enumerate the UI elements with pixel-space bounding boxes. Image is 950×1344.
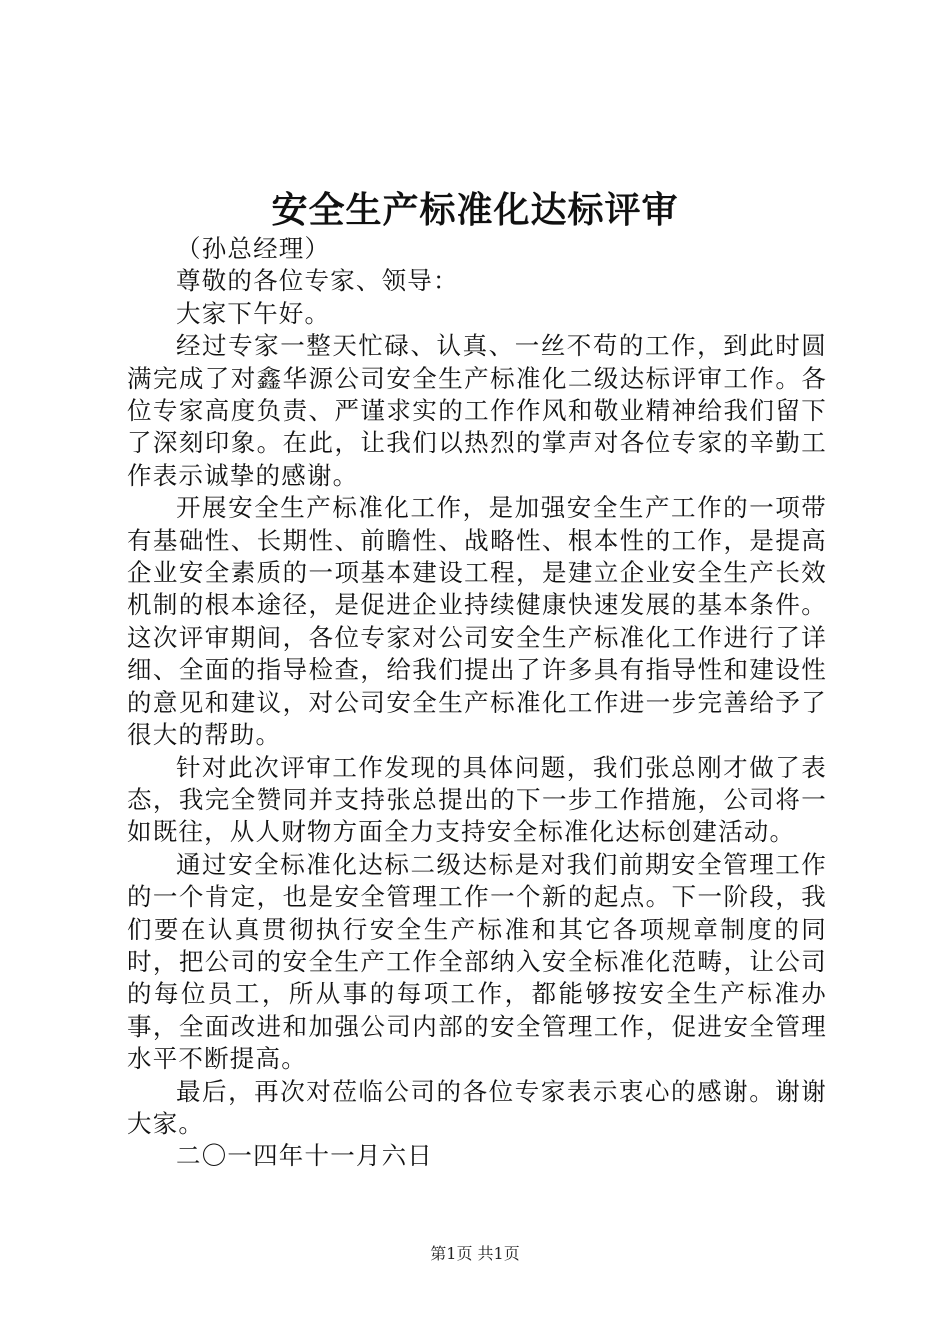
body-paragraph: 针对此次评审工作发现的具体问题，我们张总刚才做了表态，我完全赞同并支持张总提出的下一步工作措施，公司将一如既往，从人财物方面全力支持安全标准化达标创建活动。 — [127, 752, 827, 847]
greeting: 大家下午好。 — [176, 298, 331, 328]
page-footer: 第1页 共1页 — [430, 1244, 520, 1263]
salutation: 尊敬的各位专家、领导： — [176, 266, 459, 296]
document-body — [127, 233, 827, 1173]
document-date: 二〇一四年十一月六日 — [176, 1141, 433, 1171]
document-title: 安全生产标准化达标评审 — [271, 189, 679, 231]
body-paragraph: 经过专家一整天忙碌、认真、一丝不苟的工作，到此时圆满完成了对鑫华源公司安全生产标准化二级达标评审工作。各位专家高度负责、严谨求实的工作作风和敬业精神给我们留下了深刻印象。在此，让我们以热烈的掌声对各位专家的辛勤工作表示诚挚的感谢。 — [127, 331, 827, 490]
body-paragraph: 通过安全标准化达标二级达标是对我们前期安全管理工作的一个肯定，也是安全管理工作一个新的起点。下一阶段，我们要在认真贯彻执行安全生产标准和其它各项规章制度的同时，把公司的安全生产工作全部纳入安全标准化范畴，让公司的每位员工，所从事的每项工作，都能够按安全生产标准办事，全面改进和加强公司内部的安全管理工作，促进安全管理水平不断提高。 — [127, 849, 827, 1074]
speaker-note: （孙总经理） — [176, 234, 331, 263]
body-paragraph: 开展安全生产标准化工作，是加强安全生产工作的一项带有基础性、长期性、前瞻性、战略性、根本性的工作，是提高企业安全素质的一项基本建设工程，是建立企业安全生产长效机制的根本途径，是促进企业持续健康快速发展的基本条件。这次评审期间，各位专家对公司安全生产标准化工作进行了详细、全面的指导检查，给我们提出了许多具有指导性和建设性的意见和建议，对公司安全生产标准化工作进一步完善给予了很大的帮助。 — [127, 493, 827, 750]
closing-paragraph: 最后，再次对莅临公司的各位专家表示衷心的感谢。谢谢大家。 — [127, 1076, 827, 1138]
